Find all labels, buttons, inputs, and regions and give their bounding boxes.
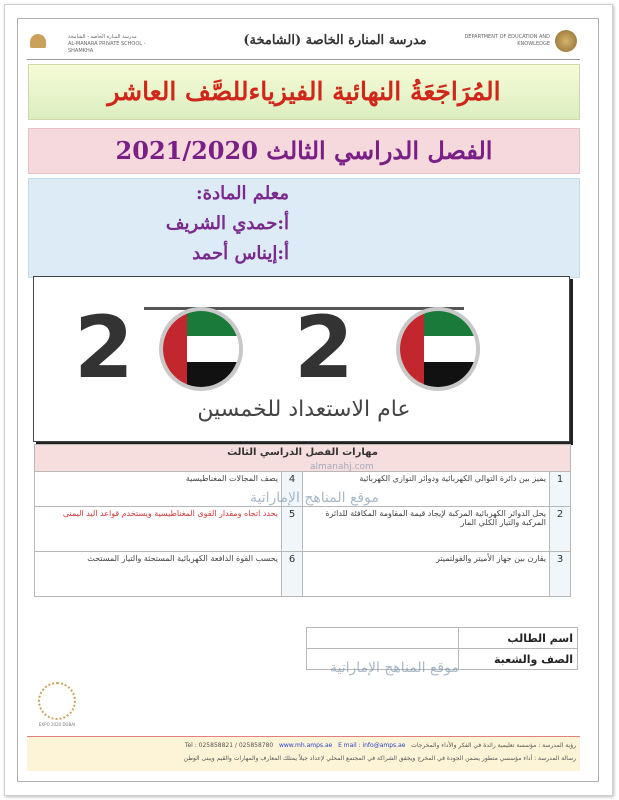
skill-number: 6 [282, 552, 303, 597]
banner-caption: عام الاستعداد للخمسين [197, 397, 411, 422]
expo-logo [38, 682, 76, 720]
teacher-1: أ:حمدي الشريف [165, 213, 289, 234]
website-link[interactable]: www.mh.amps.ae [278, 742, 333, 749]
uae-flag-circle [159, 307, 243, 391]
skills-heading: مهارات الفصل الدراسي الثالث [35, 445, 571, 472]
digit-two: 2 [74, 298, 134, 398]
skill-text: يقارن بين جهاز الأميتر والفولتميتر [303, 552, 550, 597]
student-name-label: اسم الطالب [459, 628, 578, 649]
skill-number: 2 [550, 507, 571, 552]
uae-flag-circle [396, 307, 480, 391]
skill-text: يحسب القوة الدافعة الكهربائية المستحثة والتيار المستحث [35, 552, 282, 597]
skill-number: 3 [550, 552, 571, 597]
teachers-band [28, 178, 580, 278]
watermark-name: موقع المناهج الإماراتية [250, 490, 379, 506]
school-logo-caption: مدرسة المنارة الخاصة - الشامخة AL-MANARA PRIVATE SCHOOL - SHAMKHA [68, 34, 146, 54]
watermark-name: موقع المناهج الإماراتية [330, 660, 459, 676]
document-title: المُرَاجَعَةُ النهائية الفيزياءللصَّف العاشر [107, 77, 501, 106]
school-logo [30, 33, 66, 53]
page-footer [27, 736, 580, 771]
header-divider [27, 59, 580, 60]
year-of-fifty-banner [33, 276, 570, 442]
digit-two: 2 [294, 298, 354, 398]
table-row [35, 507, 571, 552]
class-label: الصف والشعبة [459, 649, 578, 670]
skill-number: 5 [282, 507, 303, 552]
skill-number: 4 [282, 472, 303, 507]
semester-band [28, 128, 580, 174]
skill-text: يميز بين دائرة التوالي الكهربائية ودوائر التوازي الكهربائية [303, 472, 550, 507]
skill-number: 1 [550, 472, 571, 507]
watermark-site: almanahj.com [310, 462, 374, 472]
school-vision: رؤية المدرسة : مؤسسة تعليمية رائدة في الفكر والأداء والمخرجات [411, 742, 576, 749]
school-name: مدرسة المنارة الخاصة (الشامخة) [243, 33, 427, 48]
skill-text: يحدد اتجاه ومقدار القوى المغناطيسية ويستخدم قواعد اليد اليمنى [35, 507, 282, 552]
teacher-2: أ:إيناس أحمد [192, 243, 289, 264]
student-name-field[interactable] [307, 628, 459, 649]
phone-numbers: Tel : 025858821 / 025858780 [184, 742, 274, 749]
table-row [35, 552, 571, 597]
school-mission: رسالة المدرسة : أداء مؤسسي متطور يضمن الجودة في المخرج ويحقق الشراكة في المجتمع المحلي لإعداد جيلاً يمتلك المعارف والمهارات والقيم ويبنى الوطن [183, 755, 576, 762]
title-band [28, 64, 580, 120]
emblem-icon [555, 30, 577, 52]
ministry-caption: DEPARTMENT OF EDUCATION AND KNOWLEDGE [464, 34, 550, 47]
teacher-label: معلم المادة: [196, 183, 289, 204]
email-link[interactable]: E mail : info@amps.ae [338, 742, 406, 749]
skill-text: يصف المجالات المغناطيسية [35, 472, 282, 507]
skills-table [34, 444, 571, 597]
semester-title: الفصل الدراسي الثالث 2021/2020 [115, 136, 493, 165]
expo-logo-caption: EXPO 2020 DUBAI [38, 722, 76, 727]
skill-text: يحل الدوائر الكهربائية المركبة لإيجاد قيمة المقاومة المكافئة للدائرة المركبة والتيار الكلي المار [303, 507, 550, 552]
